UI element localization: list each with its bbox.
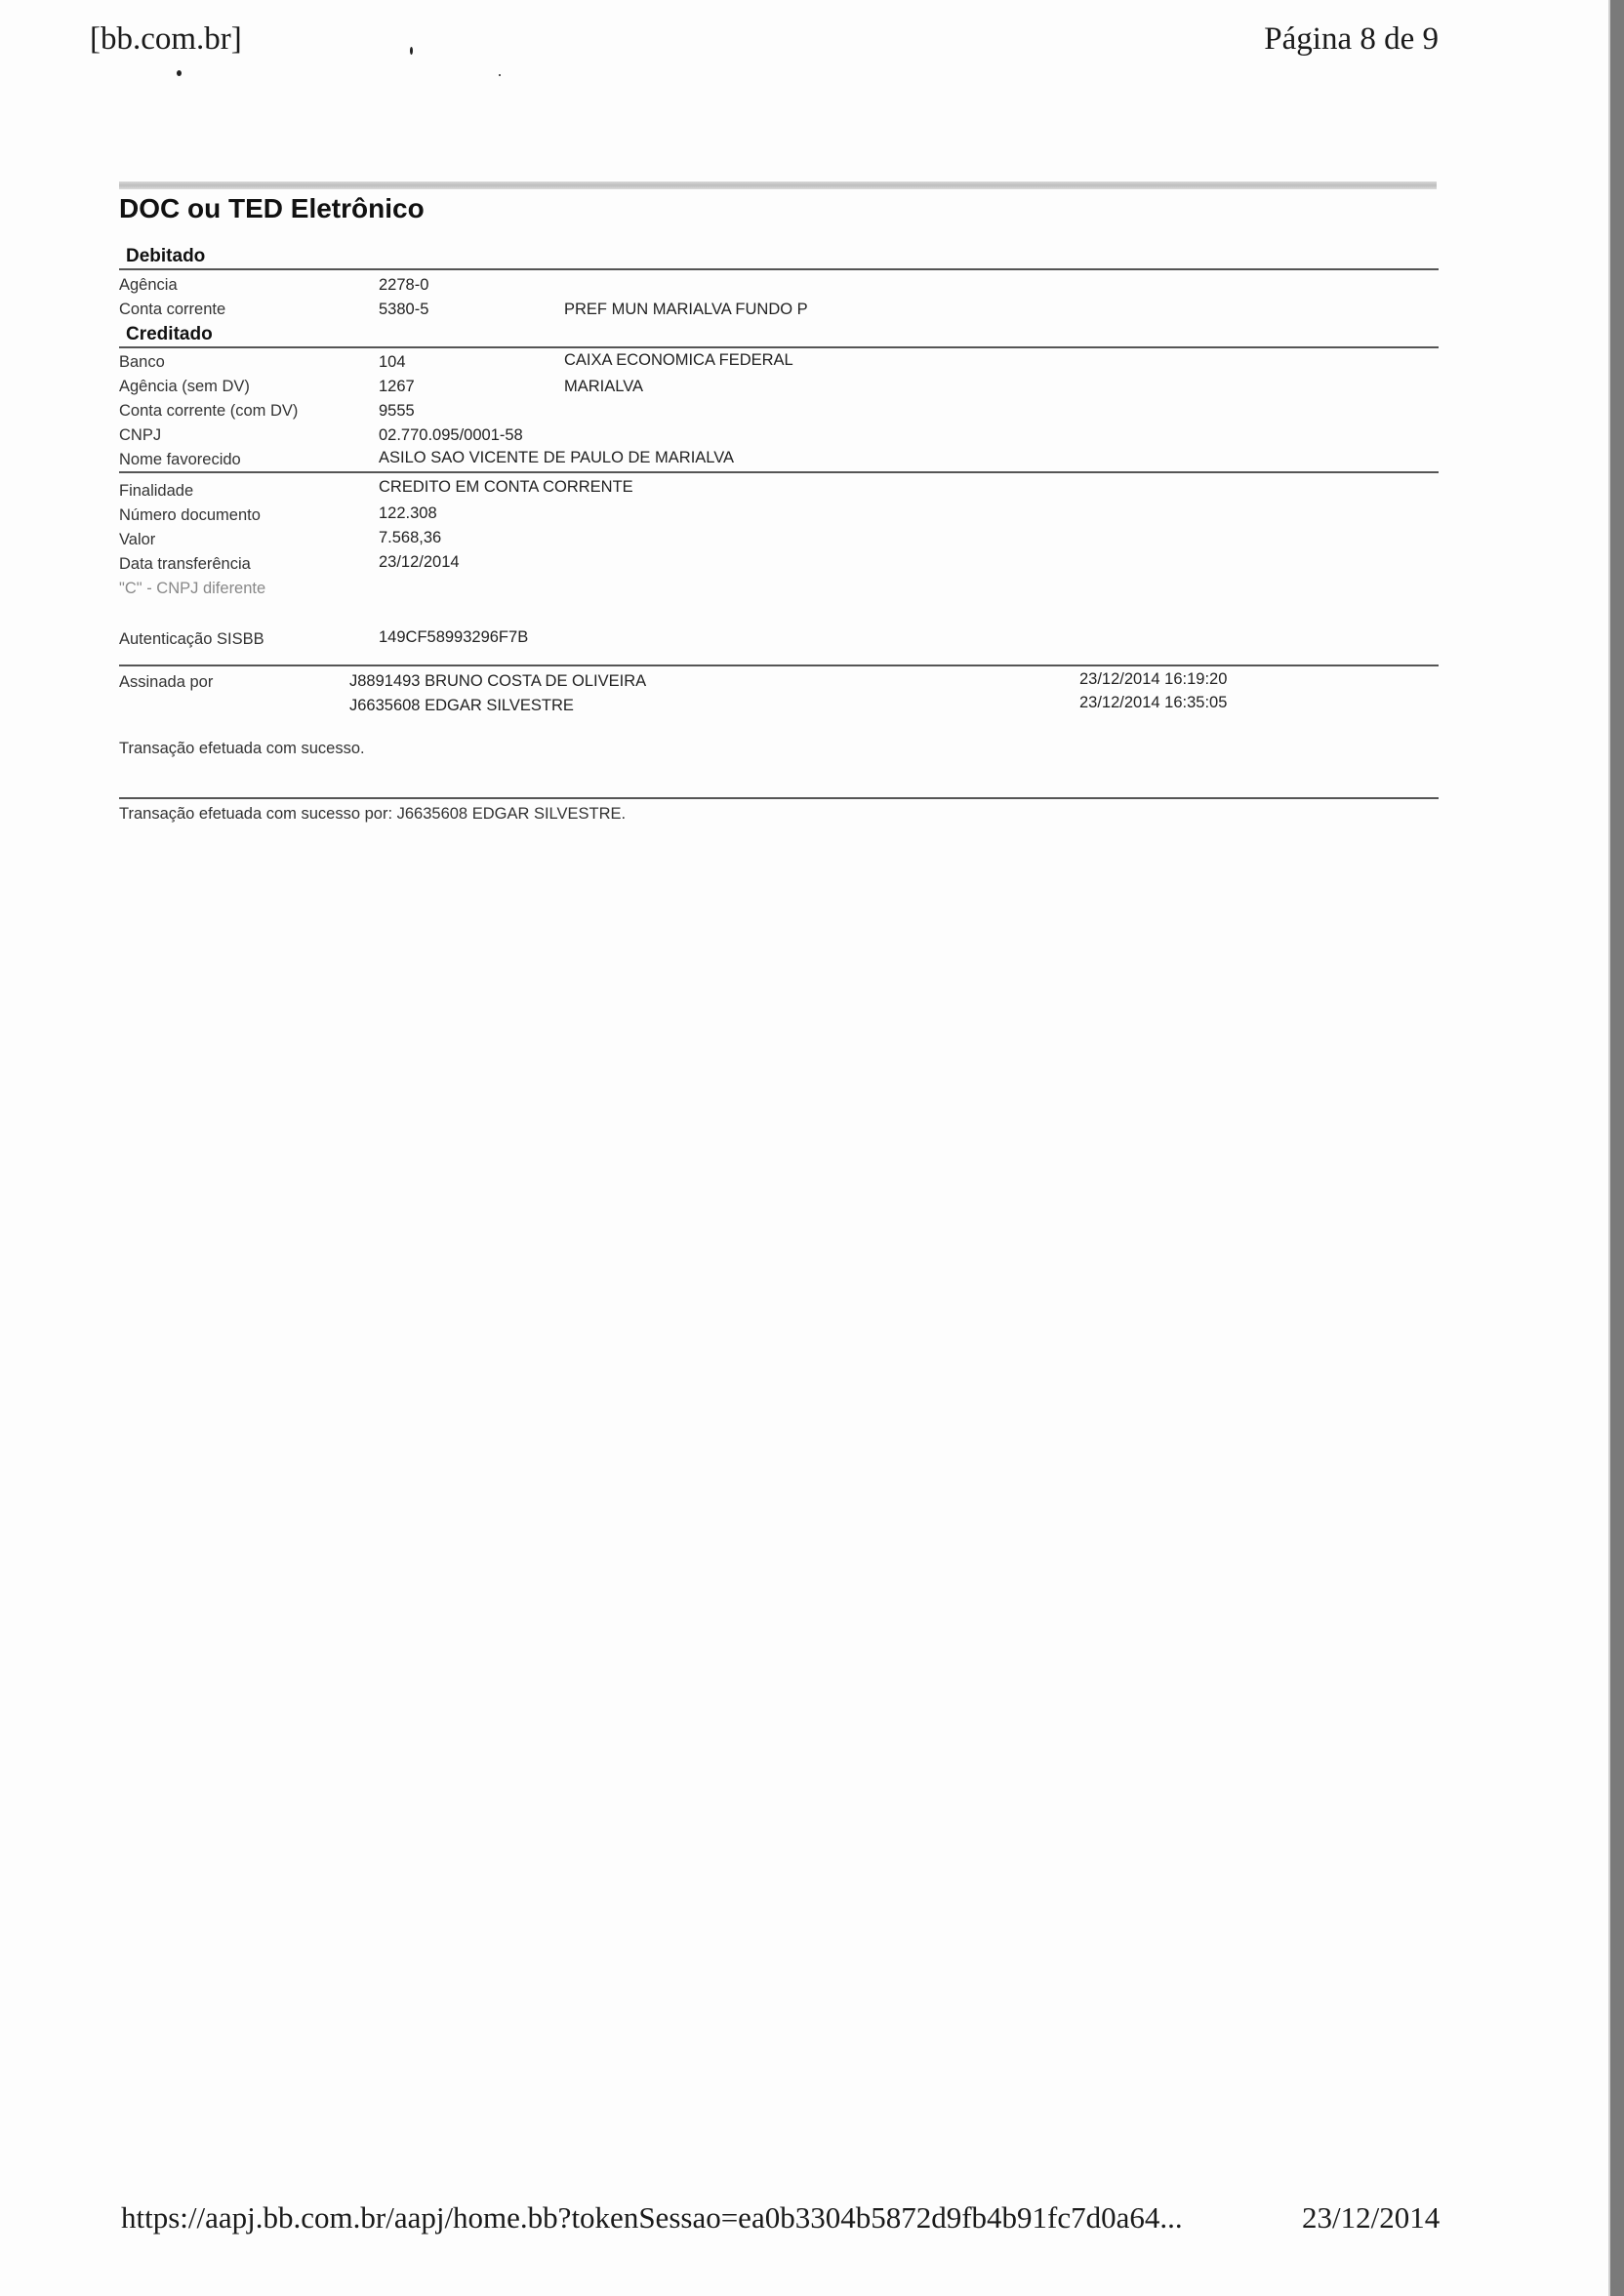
section-creditado-heading: Creditado	[126, 324, 213, 344]
agencia-sem-dv-value: 1267	[379, 378, 415, 395]
section-debitado	[119, 242, 1439, 270]
agencia-name: MARIALVA	[564, 378, 643, 395]
signer-name: J6635608 EDGAR SILVESTRE	[349, 697, 574, 714]
scan-speck	[410, 47, 413, 55]
conta-corrente-label: Conta corrente	[119, 301, 226, 318]
banco-label: Banco	[119, 353, 165, 371]
valor-value: 7.568,36	[379, 529, 442, 546]
site-header: [bb.com.br]	[90, 21, 242, 57]
agencia-value: 2278-0	[379, 276, 429, 294]
final-message: Transação efetuada com sucesso por: J6635608 EDGAR SILVESTRE.	[119, 805, 627, 823]
autenticacao-value: 149CF58993296F7B	[379, 628, 529, 646]
autenticacao-label: Autenticação SISBB	[119, 630, 264, 648]
section-debitado-heading: Debitado	[126, 246, 206, 266]
signer-name: J8891493 BRUNO COSTA DE OLIVEIRA	[349, 672, 647, 690]
assinada-por-label: Assinada por	[119, 673, 214, 691]
signature-divider	[119, 665, 1439, 666]
footer-date: 23/12/2014	[1302, 2200, 1441, 2235]
page-title: DOC ou TED Eletrônico	[119, 193, 425, 223]
banco-name: CAIXA ECONOMICA FEDERAL	[564, 351, 793, 369]
conta-com-dv-value: 9555	[379, 402, 415, 420]
details-divider	[119, 471, 1439, 473]
signer-datetime: 23/12/2014 16:35:05	[1079, 694, 1228, 711]
valor-label: Valor	[119, 531, 156, 548]
signer-datetime: 23/12/2014 16:19:20	[1079, 670, 1228, 688]
conta-titular: PREF MUN MARIALVA FUNDO P	[564, 301, 808, 318]
nome-favorecido-label: Nome favorecido	[119, 451, 241, 468]
numero-documento-value: 122.308	[379, 504, 437, 522]
cnpj-label: CNPJ	[119, 426, 162, 444]
data-transferencia-label: Data transferência	[119, 555, 251, 573]
data-transferencia-value: 23/12/2014	[379, 553, 460, 571]
agencia-sem-dv-label: Agência (sem DV)	[119, 378, 250, 395]
nome-favorecido-value: ASILO SAO VICENTE DE PAULO DE MARIALVA	[379, 449, 735, 466]
conta-corrente-value: 5380-5	[379, 301, 429, 318]
cnpj-value: 02.770.095/0001-58	[379, 426, 523, 444]
numero-documento-label: Número documento	[119, 506, 261, 524]
conta-com-dv-label: Conta corrente (com DV)	[119, 402, 299, 420]
final-divider	[119, 797, 1439, 799]
scan-speck	[177, 70, 182, 76]
section-creditado	[119, 320, 1439, 348]
footer-url: https://aapj.bb.com.br/aapj/home.bb?tokenSessao=ea0b3304b5872d9fb4b91fc7d0a64...	[121, 2200, 1183, 2235]
status-message: Transação efetuada com sucesso.	[119, 740, 365, 757]
finalidade-value: CREDITO EM CONTA CORRENTE	[379, 478, 633, 496]
cnpj-diferente-note: "C" - CNPJ diferente	[119, 580, 266, 597]
agencia-label: Agência	[119, 276, 178, 294]
finalidade-label: Finalidade	[119, 482, 194, 500]
page-number: Página 8 de 9	[1264, 21, 1439, 57]
banco-value: 104	[379, 353, 406, 371]
scan-speck	[499, 74, 501, 76]
title-rule	[119, 181, 1437, 189]
